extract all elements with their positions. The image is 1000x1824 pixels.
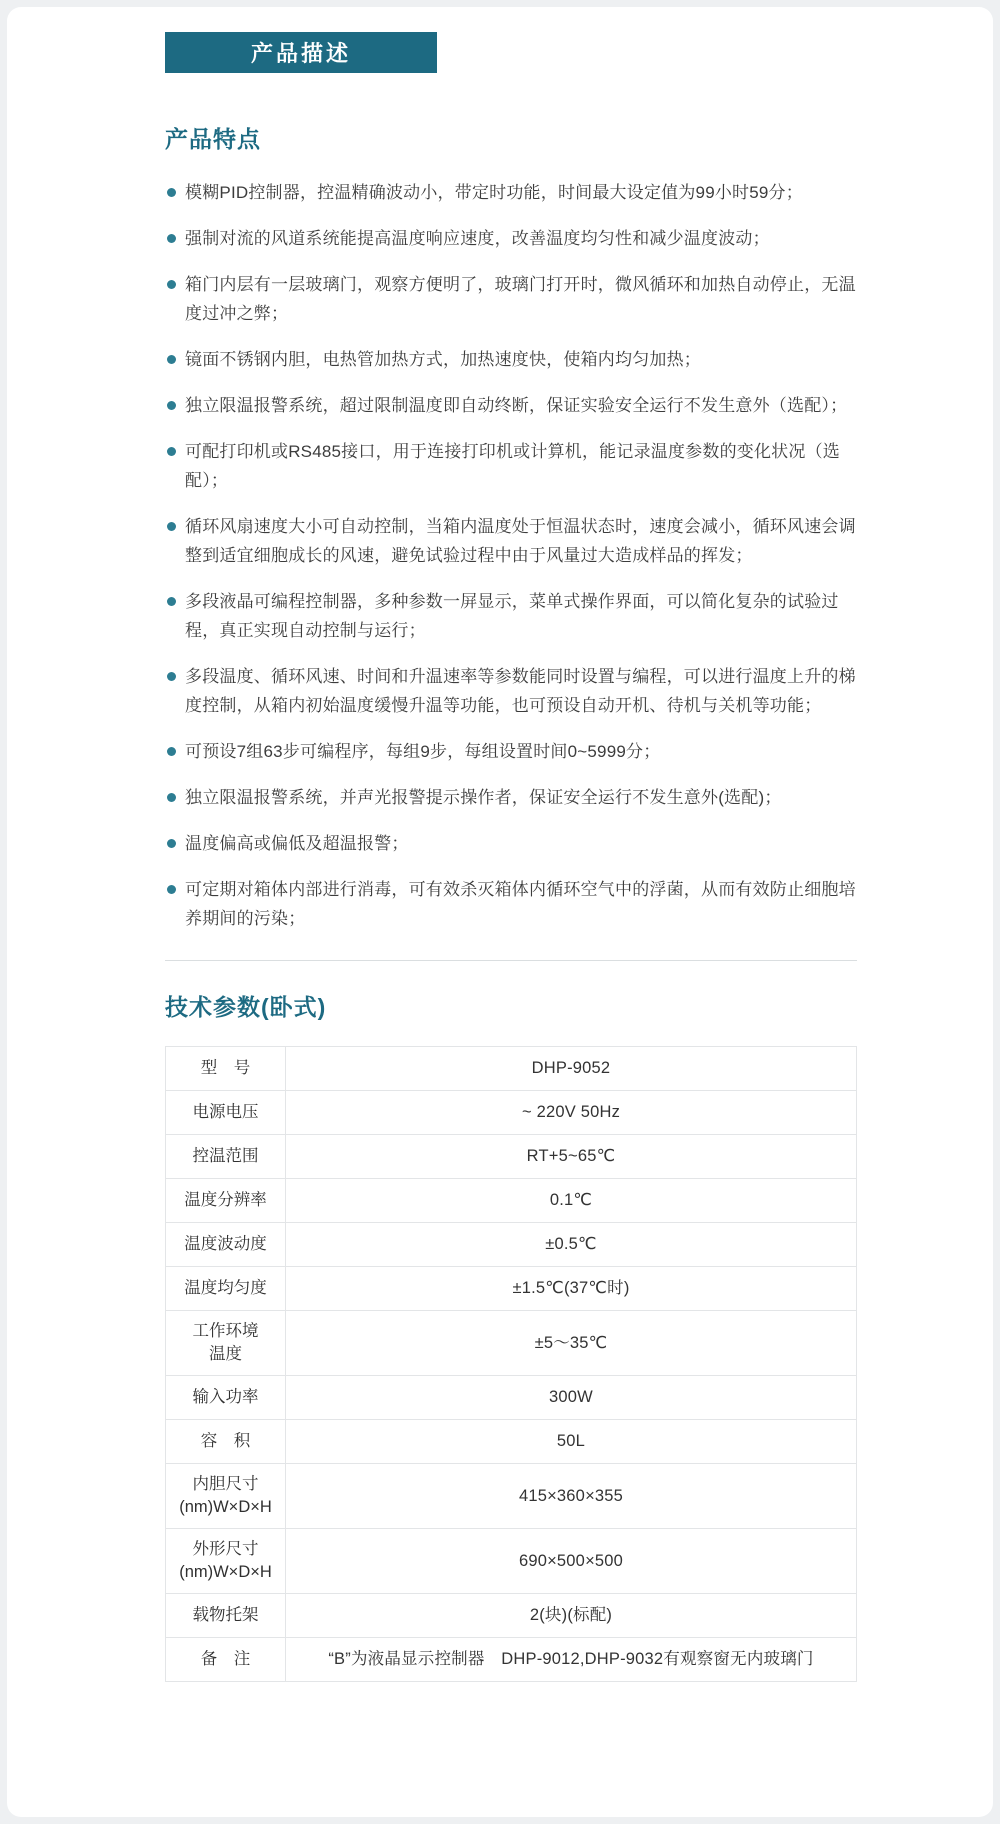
bullet-icon (167, 355, 176, 364)
feature-text: 箱门内层有一层玻璃门，观察方便明了，玻璃门打开时，微风循环和加热自动停止，无温度过冲之弊； (185, 275, 856, 323)
bullet-icon (167, 839, 176, 848)
banner-title: 产品描述 (250, 41, 351, 66)
feature-text: 镜面不锈钢内胆，电热管加热方式，加热速度快，使箱内均匀加热； (185, 350, 701, 369)
spec-value: DHP-9052 (286, 1047, 857, 1091)
bullet-icon (167, 234, 176, 243)
spec-label: 工作环境 温度 (166, 1311, 286, 1376)
bullet-icon (167, 885, 176, 894)
spec-row (166, 1529, 857, 1594)
bullet-icon (167, 188, 176, 197)
bullet-icon (167, 401, 176, 410)
features-heading: 产品特点 (165, 126, 261, 152)
spec-label: 温度均匀度 (166, 1267, 286, 1311)
spec-value: RT+5~65℃ (286, 1135, 857, 1179)
spec-value: ±5～35℃ (286, 1311, 857, 1376)
spec-value: 2(块)(标配) (286, 1594, 857, 1638)
spec-label: 备 注 (166, 1638, 286, 1682)
feature-item (165, 737, 857, 766)
feature-text: 强制对流的风道系统能提高温度响应速度，改善温度均匀性和减少温度波动； (185, 229, 770, 248)
spec-label: 内胆尺寸 (nm)W×D×H (166, 1464, 286, 1529)
feature-text: 模糊PID控制器，控温精确波动小，带定时功能，时间最大设定值为99小时59分； (185, 183, 803, 202)
feature-list (165, 178, 857, 933)
feature-text: 独立限温报警系统，超过限制温度即自动终断，保证实验安全运行不发生意外（选配）； (185, 396, 848, 415)
spec-row (166, 1464, 857, 1529)
spec-row (166, 1135, 857, 1179)
spec-value: ±0.5℃ (286, 1223, 857, 1267)
spec-label: 容 积 (166, 1420, 286, 1464)
specs-heading: 技术参数(卧式) (165, 994, 327, 1020)
feature-text: 可定期对箱体内部进行消毒，可有效杀灭箱体内循环空气中的浮菌，从而有效防止细胞培养期间的污染； (185, 880, 856, 928)
feature-text: 可配打印机或RS485接口，用于连接打印机或计算机，能记录温度参数的变化状况（选配）； (185, 442, 840, 490)
feature-item (165, 829, 857, 858)
spec-value: 415×360×355 (286, 1464, 857, 1529)
feature-item (165, 224, 857, 253)
spec-value: 300W (286, 1376, 857, 1420)
feature-text: 多段温度、循环风速、时间和升温速率等参数能同时设置与编程，可以进行温度上升的梯度控制，从箱内初始温度缓慢升温等功能，也可预设自动开机、待机与关机等功能； (185, 667, 856, 715)
spec-label: 温度分辨率 (166, 1179, 286, 1223)
specs-table (165, 1046, 857, 1682)
spec-row (166, 1376, 857, 1420)
feature-item (165, 783, 857, 812)
spec-value: “B”为液晶显示控制器 DHP-9012,DHP-9032有观察窗无内玻璃门 (286, 1638, 857, 1682)
spec-row (166, 1638, 857, 1682)
feature-item (165, 662, 857, 720)
spec-label: 载物托架 (166, 1594, 286, 1638)
feature-item (165, 512, 857, 570)
feature-item (165, 875, 857, 933)
spec-row (166, 1311, 857, 1376)
spec-value: 0.1℃ (286, 1179, 857, 1223)
bullet-icon (167, 672, 176, 681)
feature-text: 循环风扇速度大小可自动控制，当箱内温度处于恒温状态时，速度会减小，循环风速会调整到适宜细胞成长的风速，避免试验过程中由于风量过大造成样品的挥发； (185, 517, 856, 565)
spec-label: 控温范围 (166, 1135, 286, 1179)
feature-item (165, 391, 857, 420)
section-banner (165, 32, 437, 73)
feature-text: 可预设7组63步可编程序，每组9步，每组设置时间0~5999分； (185, 742, 661, 761)
spec-label: 输入功率 (166, 1376, 286, 1420)
feature-item (165, 437, 857, 495)
bullet-icon (167, 280, 176, 289)
spec-label: 外形尺寸 (nm)W×D×H (166, 1529, 286, 1594)
spec-row (166, 1267, 857, 1311)
spec-row (166, 1179, 857, 1223)
feature-text: 独立限温报警系统，并声光报警提示操作者，保证安全运行不发生意外(选配)； (185, 788, 782, 807)
bullet-icon (167, 597, 176, 606)
feature-text: 多段液晶可编程控制器，多种参数一屏显示，菜单式操作界面，可以简化复杂的试验过程，真正实现自动控制与运行； (185, 592, 839, 640)
spec-row (166, 1047, 857, 1091)
product-description-card (7, 7, 993, 1817)
spec-value: 690×500×500 (286, 1529, 857, 1594)
spec-value: 50L (286, 1420, 857, 1464)
spec-row (166, 1594, 857, 1638)
feature-item (165, 270, 857, 328)
spec-label: 电源电压 (166, 1091, 286, 1135)
feature-item (165, 345, 857, 374)
spec-label: 温度波动度 (166, 1223, 286, 1267)
spec-row (166, 1420, 857, 1464)
bullet-icon (167, 747, 176, 756)
feature-text: 温度偏高或偏低及超温报警； (185, 834, 409, 853)
specs-table-body (166, 1047, 857, 1682)
spec-value: ±1.5℃(37℃时) (286, 1267, 857, 1311)
section-divider (165, 960, 857, 961)
bullet-icon (167, 522, 176, 531)
bullet-icon (167, 447, 176, 456)
spec-row (166, 1091, 857, 1135)
bullet-icon (167, 793, 176, 802)
feature-item (165, 587, 857, 645)
content-area (7, 7, 993, 1682)
spec-value: ~ 220V 50Hz (286, 1091, 857, 1135)
feature-item (165, 178, 857, 207)
spec-label: 型 号 (166, 1047, 286, 1091)
spec-row (166, 1223, 857, 1267)
